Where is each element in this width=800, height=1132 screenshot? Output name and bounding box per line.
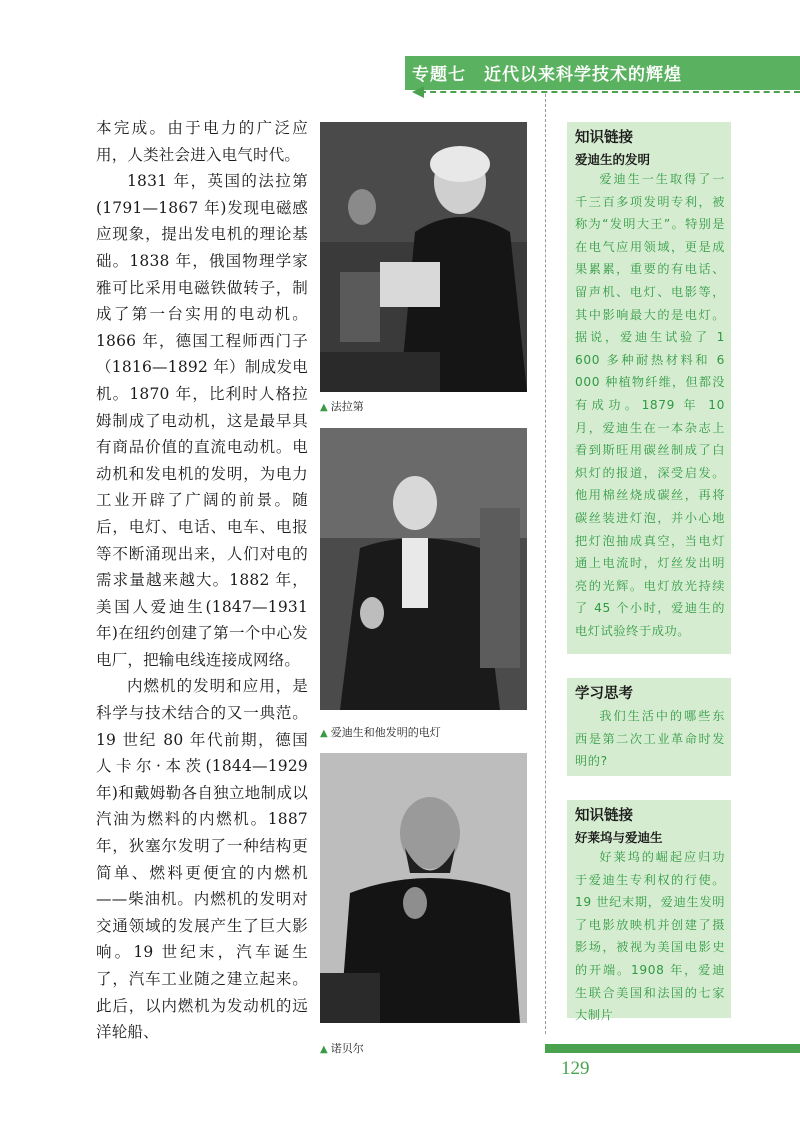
box-body: 我们生活中的哪些东西是第二次工业革命时发明的? (575, 709, 725, 769)
paragraph: 本完成。由于电力的广泛应用，人类社会进入电气时代。 (96, 119, 308, 164)
photo-caption (320, 1040, 364, 1056)
caption-text: 法拉第 (330, 400, 364, 413)
photo-caption (320, 398, 364, 414)
box-subtitle: 好莱坞与爱迪生 (575, 830, 663, 845)
header-divider (420, 91, 800, 93)
photo-caption (320, 724, 441, 740)
box-body: 好莱坞的崛起应归功于爱迪生专利权的行使。19 世纪末期，爱迪生发明了电影放映机并创建了摄影场，被视为美国电影史的开端。1908 年，爱迪生联合美国和法国的七家大制片 (575, 850, 725, 1023)
box-subtitle: 爱迪生的发明 (575, 152, 651, 167)
footer-bar (545, 1044, 800, 1053)
box-title: 知识链接 (575, 130, 633, 146)
triangle-icon: ▲ (320, 402, 328, 413)
caption-text: 诺贝尔 (330, 1042, 364, 1055)
caption-text: 爱迪生和他发明的电灯 (330, 726, 441, 739)
triangle-icon: ▲ (320, 1044, 328, 1055)
knowledge-link-box (567, 800, 731, 1023)
paragraph: 内燃机的发明和应用，是科学与技术结合的又一典范。19 世纪 80 年代前期，德国人卡尔·本茨(1844—1929 年)和戴姆勒各自独立地制成以汽油为燃料的内燃机。1887 年，狄塞尔发明了一种结构更简单、燃料更便宜的内燃机——柴油机。内燃机的发明对交通领域的发展产生了巨大影响。19 世纪末，汽车诞生了，汽车工业随之建立起来。此后，以内燃机为发动机的远洋轮船、 (96, 677, 308, 1042)
column-divider (545, 94, 546, 1034)
knowledge-link-box (567, 122, 731, 654)
chapter-title: 专题七 近代以来科学技术的辉煌 (412, 65, 682, 85)
study-think-box (567, 678, 731, 776)
triangle-icon: ▲ (320, 728, 328, 739)
faraday-photo (320, 122, 527, 392)
box-title: 知识链接 (575, 808, 633, 824)
page-number: 129 (561, 1058, 590, 1079)
edison-photo (320, 428, 527, 710)
box-body: 爱迪生一生取得了一千三百多项发明专利，被称为“发明大王”。特别是在电气应用领域，更是成果累累，重要的有电话、留声机、电灯、电影等，其中影响最大的是电灯。据说，爱迪生试验了 1 600 多种耐热材料和 6 000 种植物纤维，但都没有成功。1879 年 10 月，爱迪生在一本杂志上看到斯旺用碳丝制成了白炽灯的报道，深受启发。他用棉丝烧成碳丝，再将碳丝装进灯泡，并小心地把灯泡抽成真空，当电灯通上电流时，灯丝发出明亮的光辉。电灯放光持续了 45 个小时，爱迪生的电灯试验终于成功。 (575, 172, 725, 638)
nobel-photo (320, 753, 527, 1023)
main-text-column (96, 115, 308, 1046)
paragraph: 1831 年，英国的法拉第(1791—1867 年)发现电磁感应现象，提出发电机的理论基础。1838 年，俄国物理学家雅可比采用电磁铁做转子，制成了第一台实用的电动机。1866 年，德国工程师西门子（1816—1892 年）制成发电机。1870 年，比利时人格拉姆制成了电动机，这是最早具有商品价值的直流电动机。电动机和发电机的发明，为电力工业开辟了广阔的前景。随后，电灯、电话、电车、电报等不断涌现出来，人们对电的需求量越来越大。1882 年，美国人爱迪生(1847—1931 年)在纽约创建了第一个中心发电厂，把输电线连接成网络。 (96, 172, 308, 669)
box-title: 学习思考 (575, 686, 633, 702)
